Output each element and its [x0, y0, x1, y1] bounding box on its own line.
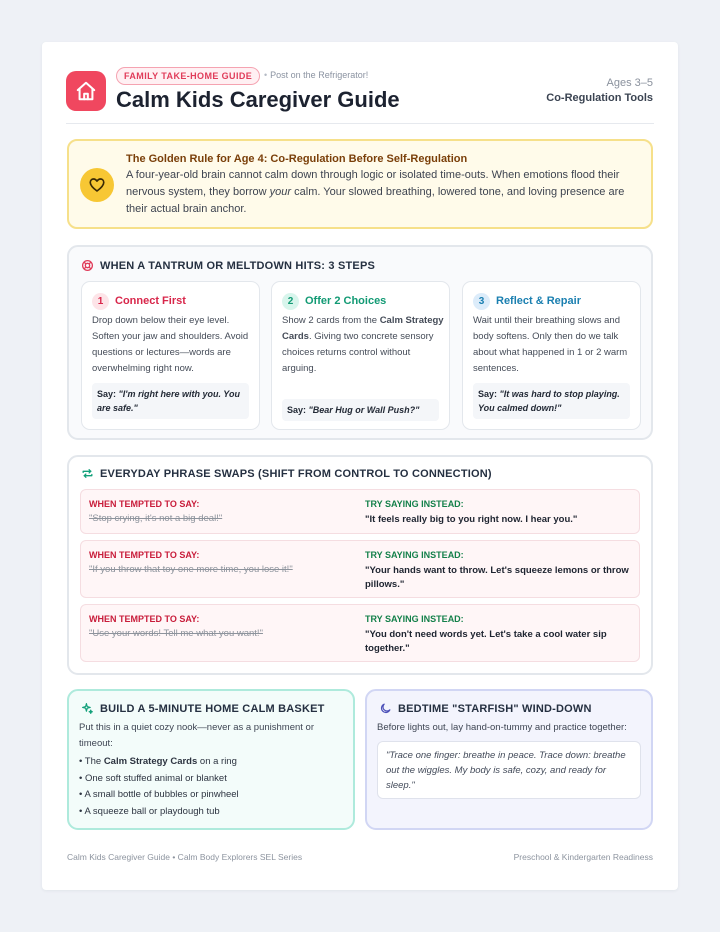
item-text: A small bottle of bubbles or pinwheel [84, 789, 239, 800]
golden-text-emphasis: your [269, 186, 292, 198]
try-phrase: "You don't need words yet. Let's take a cool water sip together." [365, 629, 607, 654]
header-divider [66, 123, 654, 124]
step-number: 1 [92, 293, 109, 310]
heart-icon [80, 168, 114, 202]
swap-row [80, 604, 640, 662]
step-say [282, 399, 439, 421]
phrase-swaps-section [67, 455, 653, 675]
item-bold: Calm Strategy Cards [103, 756, 198, 767]
page-title: Calm Kids Caregiver Guide [116, 87, 400, 112]
step-text: Drop down below their eye level. Soften your jaw and shoulders. Avoid questions or lectures—words are overwhelming right now. [92, 315, 249, 374]
step-say [92, 383, 249, 419]
home-icon [66, 71, 106, 111]
footer-series: Calm Kids Caregiver Guide • Calm Body Explorers SEL Series [67, 852, 303, 862]
step-number: 3 [473, 293, 490, 310]
item-text: One soft stuffed animal or blanket [84, 772, 227, 784]
say-phrase: "I'm right here with you. You are safe." [97, 389, 240, 413]
list-item: • One soft stuffed animal or blanket [79, 772, 227, 784]
golden-text-part: A four-year-old brain cannot calm down through logic or isolated time-outs. When emotions flood their nervous system, they borrow [126, 169, 620, 198]
basket-list [79, 754, 239, 820]
tempted-phrase: "Use your words! Tell me what you want!" [89, 628, 263, 639]
say-phrase: "Bear Hug or Wall Push?" [308, 405, 420, 415]
guide-badge: FAMILY TAKE-HOME GUIDE [116, 67, 260, 85]
item-text: The [84, 756, 104, 767]
post-note: • Post on the Refrigerator! [264, 70, 369, 80]
basket-intro: Put this in a quiet cozy nook—never as a punishment or timeout: [79, 722, 314, 749]
tempted-phrase: "If you throw that toy one more time, you lose it!" [89, 564, 293, 575]
step-text-bold: Calm Strategy Cards [282, 315, 444, 342]
golden-rule-callout [67, 139, 653, 229]
swap-row [80, 489, 640, 534]
step-card-1 [81, 281, 260, 430]
golden-rule-title: The Golden Rule for Age 4: Co-Regulation Before Self-Regulation [126, 153, 468, 165]
starfish-heading [379, 702, 592, 715]
swaps-heading-text: EVERYDAY PHRASE SWAPS (SHIFT FROM CONTROL TO CONNECTION) [100, 467, 492, 480]
guide-page [42, 42, 678, 890]
post-note-text: Post on the Refrigerator! [270, 70, 369, 80]
calm-basket-section [67, 689, 355, 830]
step-title: Reflect & Repair [496, 295, 581, 307]
repeat-icon [81, 467, 94, 480]
try-label: TRY SAYING INSTEAD: [365, 499, 464, 509]
swap-row [80, 540, 640, 598]
step-text-part: Show 2 cards from the [282, 315, 380, 326]
step-say [473, 383, 630, 419]
tantrum-heading [81, 259, 375, 272]
swaps-heading [81, 467, 492, 480]
age-range: Ages 3–5 [606, 77, 653, 89]
golden-rule-text [126, 167, 646, 218]
sparkle-icon [81, 702, 94, 715]
say-label: Say: [97, 389, 117, 399]
moon-icon [379, 702, 392, 715]
item-text: A squeeze ball or playdough tub [84, 805, 220, 817]
footer-level: Preschool & Kindergarten Readiness [513, 852, 653, 862]
starfish-section [365, 689, 653, 830]
starfish-quote: "Trace one finger: breathe in peace. Trace down: breathe out the wiggles. My body is safe, cozy, and ready for sleep." [377, 741, 641, 799]
tools-label: Co-Regulation Tools [546, 92, 653, 104]
say-phrase: "It was hard to stop playing. You calmed down!" [478, 389, 620, 413]
tantrum-heading-text: WHEN A TANTRUM OR MELTDOWN HITS: 3 STEPS [100, 259, 376, 272]
list-item: • A squeeze ball or playdough tub [79, 805, 220, 817]
step-card-3 [462, 281, 641, 430]
tempted-label: WHEN TEMPTED TO SAY: [89, 550, 200, 560]
step-title: Connect First [115, 295, 186, 307]
tantrum-steps-section [67, 245, 653, 440]
golden-text-part: calm. Your slowed breathing, lowered tone, and loving presence are their actual brain anchor. [126, 186, 625, 215]
lifebuoy-icon [81, 259, 94, 272]
try-phrase: "It feels really big to you right now. I hear you." [365, 514, 578, 525]
tempted-phrase: "Stop crying, it's not a big deal!" [89, 513, 223, 524]
list-item: • A small bottle of bubbles or pinwheel [79, 789, 239, 800]
list-item: • The Calm Strategy Cards on a ring [79, 756, 237, 767]
starfish-heading-text: BEDTIME "STARFISH" WIND-DOWN [398, 702, 592, 715]
step-title: Offer 2 Choices [305, 295, 387, 307]
say-label: Say: [287, 405, 307, 415]
item-text: on a ring [197, 756, 237, 767]
step-text-part: . Giving two concrete sensory choices returns control without arguing. [282, 331, 434, 374]
say-label: Say: [478, 389, 498, 399]
step-text: Wait until their breathing slows and body softens. Only then do we talk about what happened in 1 or 2 warm sentences. [473, 315, 628, 374]
step-number: 2 [282, 293, 299, 310]
basket-heading [81, 702, 325, 715]
starfish-intro: Before lights out, lay hand-on-tummy and practice together: [377, 722, 627, 733]
try-label: TRY SAYING INSTEAD: [365, 550, 464, 560]
try-label: TRY SAYING INSTEAD: [365, 614, 464, 624]
try-phrase: "Your hands want to throw. Let's squeeze lemons or throw pillows." [365, 565, 629, 590]
tempted-label: WHEN TEMPTED TO SAY: [89, 614, 200, 624]
tempted-label: WHEN TEMPTED TO SAY: [89, 499, 200, 509]
step-text [282, 313, 447, 377]
basket-heading-text: BUILD A 5-MINUTE HOME CALM BASKET [100, 702, 325, 715]
step-card-2 [271, 281, 450, 430]
